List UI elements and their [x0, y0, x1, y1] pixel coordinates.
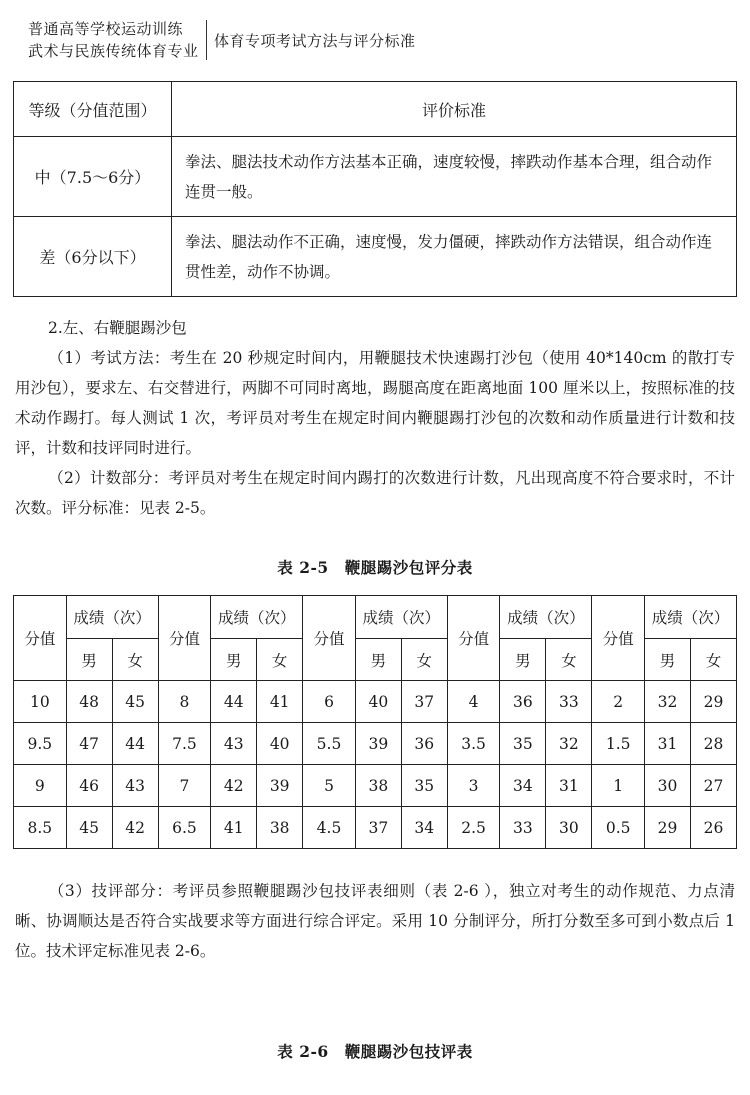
- male-count-cell: 30: [645, 765, 691, 807]
- score-header-cell: 分值: [14, 596, 67, 681]
- female-count-cell: 37: [401, 681, 447, 723]
- female-count-cell: 33: [546, 681, 592, 723]
- female-count-cell: 31: [546, 765, 592, 807]
- score-cell: 7: [158, 765, 211, 807]
- male-count-cell: 37: [355, 807, 401, 849]
- table25-caption: 表 2-5 鞭腿踢沙包评分表: [277, 558, 473, 577]
- female-count-cell: 28: [690, 723, 736, 765]
- female-count-cell: 27: [690, 765, 736, 807]
- female-count-cell: 45: [112, 681, 158, 723]
- score-header-cell: 分值: [447, 596, 500, 681]
- score-cell: 3.5: [447, 723, 500, 765]
- male-header-cell: 男: [355, 639, 401, 681]
- male-count-cell: 32: [645, 681, 691, 723]
- header-divider: [206, 20, 207, 60]
- paragraph-counting-text: （2）计数部分：考评员对考生在规定时间内踢打的次数进行计数，凡出现高度不符合要求时，不计次数。评分标准：见表 2-5。: [15, 469, 735, 517]
- result-header-cell: 成绩（次）: [66, 596, 158, 639]
- female-count-cell: 29: [690, 681, 736, 723]
- score-cell: 1: [592, 765, 645, 807]
- section-heading: [15, 313, 735, 343]
- male-header-cell: 男: [66, 639, 112, 681]
- score-cell: 10: [14, 681, 67, 723]
- score-cell: 7.5: [158, 723, 211, 765]
- grade-cell: 中（7.5～6分）: [14, 137, 172, 217]
- female-header-cell: 女: [401, 639, 447, 681]
- paragraph-counting: [15, 463, 735, 523]
- male-header-cell: 男: [500, 639, 546, 681]
- page-header: [0, 0, 750, 75]
- male-count-cell: 42: [211, 765, 257, 807]
- header-right-title: 体育专项考试方法与评分标准: [214, 32, 416, 50]
- female-count-cell: 41: [257, 681, 303, 723]
- score-cell: 6: [303, 681, 356, 723]
- female-count-cell: 34: [401, 807, 447, 849]
- criteria-cell: 拳法、腿法动作不正确，速度慢，发力僵硬，摔跌动作方法错误，组合动作连贯性差，动作不协调。: [172, 217, 737, 297]
- female-count-cell: 38: [257, 807, 303, 849]
- result-header-cell: 成绩（次）: [355, 596, 447, 639]
- table-row: [14, 681, 737, 723]
- male-count-cell: 44: [211, 681, 257, 723]
- male-header-cell: 男: [645, 639, 691, 681]
- table-row: [14, 217, 737, 297]
- paragraph-technical-evaluation: [15, 876, 735, 966]
- score-cell: 8.5: [14, 807, 67, 849]
- score-header-cell: 分值: [592, 596, 645, 681]
- female-header-cell: 女: [546, 639, 592, 681]
- grade-col-header: 等级（分值范围）: [14, 82, 172, 137]
- score-cell: 3: [447, 765, 500, 807]
- male-count-cell: 48: [66, 681, 112, 723]
- table-row: [14, 807, 737, 849]
- female-count-cell: 26: [690, 807, 736, 849]
- male-count-cell: 39: [355, 723, 401, 765]
- table-row: [14, 765, 737, 807]
- male-count-cell: 36: [500, 681, 546, 723]
- score-cell: 4: [447, 681, 500, 723]
- score-cell: 5: [303, 765, 356, 807]
- paragraph-technical-evaluation-text: （3）技评部分：考评员参照鞭腿踢沙包技评表细则（表 2-6 ），独立对考生的动作规范、力点清晰、协调顺达是否符合实战要求等方面进行综合评定。采用 10 分制评分，所打分数至多可到小数点后 1 位。技术评定标准见表 2-6。: [15, 882, 735, 960]
- female-count-cell: 44: [112, 723, 158, 765]
- male-count-cell: 40: [355, 681, 401, 723]
- score-cell: 5.5: [303, 723, 356, 765]
- male-count-cell: 29: [645, 807, 691, 849]
- female-header-cell: 女: [690, 639, 736, 681]
- female-count-cell: 43: [112, 765, 158, 807]
- table26-caption: 表 2-6 鞭腿踢沙包技评表: [277, 1042, 473, 1061]
- male-count-cell: 35: [500, 723, 546, 765]
- male-count-cell: 45: [66, 807, 112, 849]
- male-count-cell: 34: [500, 765, 546, 807]
- table-row: [14, 137, 737, 217]
- female-count-cell: 30: [546, 807, 592, 849]
- female-header-cell: 女: [112, 639, 158, 681]
- table-row: [14, 723, 737, 765]
- male-count-cell: 46: [66, 765, 112, 807]
- female-header-cell: 女: [257, 639, 303, 681]
- male-count-cell: 43: [211, 723, 257, 765]
- male-count-cell: 47: [66, 723, 112, 765]
- header-left: [28, 18, 199, 62]
- male-count-cell: 41: [211, 807, 257, 849]
- male-count-cell: 31: [645, 723, 691, 765]
- score-table: [13, 595, 737, 849]
- result-header-cell: 成绩（次）: [645, 596, 737, 639]
- header-left-line1: 普通高等学校运动训练: [28, 20, 184, 38]
- score-header-cell: 分值: [158, 596, 211, 681]
- result-header-cell: 成绩（次）: [211, 596, 303, 639]
- female-count-cell: 42: [112, 807, 158, 849]
- section-heading-text: 2.左、右鞭腿踢沙包: [48, 319, 187, 337]
- paragraph-test-method-text: （1）考试方法：考生在 20 秒规定时间内，用鞭腿技术快速踢打沙包（使用 40*140cm 的散打专用沙包），要求左、右交替进行，两脚不可同时离地，踢腿高度在距离地面 100 厘米以上，按照标准的技术动作踢打。每人测试 1 次，考评员对考生在规定时间内鞭腿踢打沙包的次数和动作质量进行计数和技评，计数和技评同时进行。: [15, 349, 735, 457]
- grade-table-header: [14, 82, 737, 137]
- female-count-cell: 39: [257, 765, 303, 807]
- score-table-header-row1: [14, 596, 737, 639]
- score-cell: 6.5: [158, 807, 211, 849]
- male-header-cell: 男: [211, 639, 257, 681]
- score-cell: 4.5: [303, 807, 356, 849]
- score-cell: 8: [158, 681, 211, 723]
- result-header-cell: 成绩（次）: [500, 596, 592, 639]
- grade-cell: 差（6分以下）: [14, 217, 172, 297]
- score-cell: 9: [14, 765, 67, 807]
- criteria-cell: 拳法、腿法技术动作方法基本正确，速度较慢，摔跌动作基本合理，组合动作连贯一般。: [172, 137, 737, 217]
- score-header-cell: 分值: [303, 596, 356, 681]
- paragraph-test-method: [15, 343, 735, 463]
- female-count-cell: 36: [401, 723, 447, 765]
- score-cell: 2: [592, 681, 645, 723]
- score-cell: 2.5: [447, 807, 500, 849]
- score-cell: 9.5: [14, 723, 67, 765]
- male-count-cell: 33: [500, 807, 546, 849]
- female-count-cell: 32: [546, 723, 592, 765]
- criteria-col-header: 评价标准: [172, 82, 737, 137]
- header-left-line2: 武术与民族传统体育专业: [28, 42, 199, 60]
- female-count-cell: 40: [257, 723, 303, 765]
- grade-table: [13, 81, 737, 297]
- male-count-cell: 38: [355, 765, 401, 807]
- female-count-cell: 35: [401, 765, 447, 807]
- score-cell: 0.5: [592, 807, 645, 849]
- score-cell: 1.5: [592, 723, 645, 765]
